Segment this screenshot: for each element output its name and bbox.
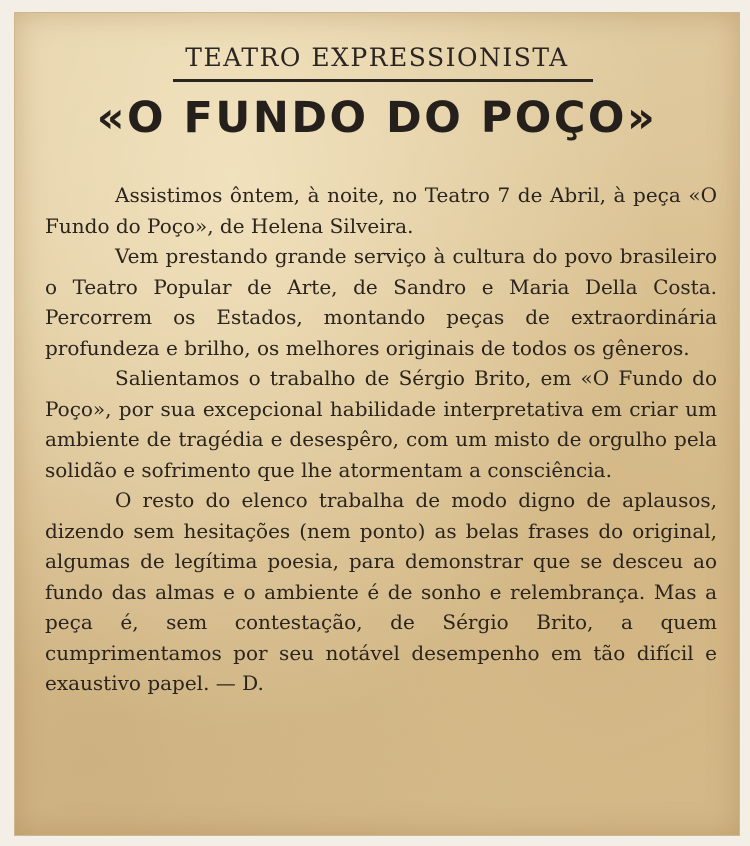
- paragraph-2: Vem prestando grande serviço à cultura do povo brasileiro o Teatro Popular de Arte, de Sandro e Maria Della Costa. Percorrem os Estados, montando peças de extraordinária profundeza e brilho, os melhores originais de todos os gêneros.: [45, 244, 717, 360]
- section-kicker: TEATRO EXPRESSIONISTA: [185, 43, 569, 72]
- article-body: [45, 180, 717, 699]
- paragraph-4: O resto do elenco trabalha de modo digno de aplausos, dizendo sem hesitações (nem ponto) as belas frases do original, algumas de legítima poesia, para demonstrar que se desceu ao fundo das almas e o ambiente é de sonho e relembrança. Mas a peça é, sem contestação, de Sérgio Brito, a quem cumprimentamos por seu notável desempenho em tão difícil e exaustivo papel. — D.: [45, 488, 717, 695]
- kicker-underline: [173, 79, 593, 82]
- paragraph-1: Assistimos ôntem, à noite, no Teatro 7 de Abril, à peça «O Fundo do Poço», de Helena Silveira.: [45, 183, 717, 238]
- article-headline: «O FUNDO DO POÇO»: [96, 93, 658, 143]
- paragraph-3: Salientamos o trabalho de Sérgio Brito, em «O Fundo do Poço», por sua excepcional habilidade interpretativa em criar um ambiente de tragédia e desespêro, com um misto de orgulho pela solidão e sofrimento que lhe atormentam a consciência.: [45, 366, 717, 482]
- newspaper-clipping: [14, 12, 740, 836]
